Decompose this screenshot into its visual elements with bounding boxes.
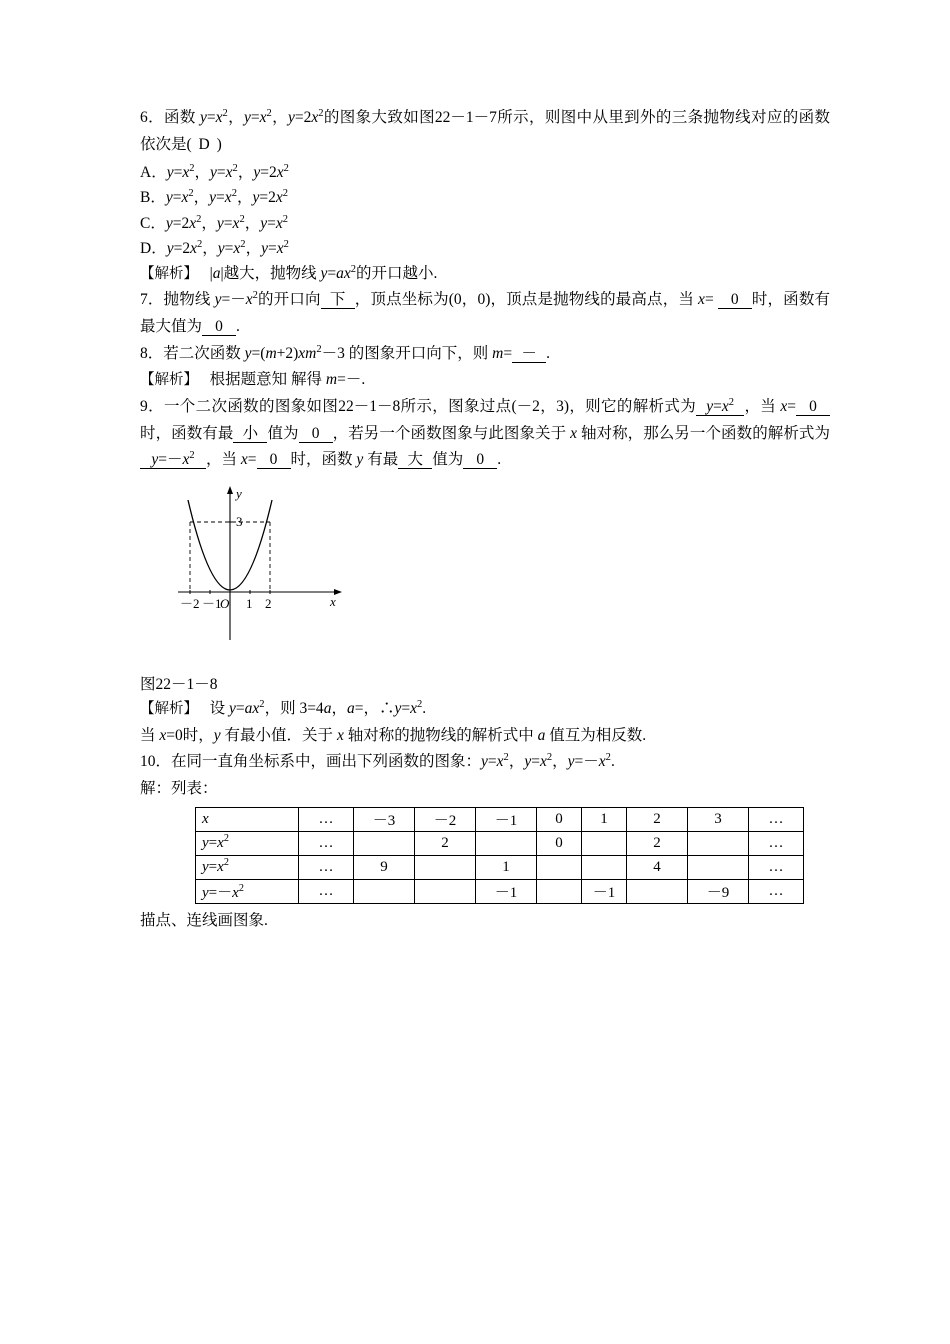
q9-blank-1[interactable]: $y=x^2$ — [696, 398, 744, 416]
cell[interactable] — [537, 879, 582, 903]
cell: … — [299, 807, 354, 831]
cell[interactable]: 4 — [627, 855, 688, 879]
cell: －3 — [354, 807, 415, 831]
cell: －2 — [415, 807, 476, 831]
row-label: x — [196, 807, 299, 831]
q9-t9: . — [497, 451, 502, 469]
q6-choices — [140, 160, 830, 260]
q8-period: . — [546, 344, 550, 362]
q9-t7: 时，函数 y 有最 — [290, 451, 399, 469]
q9-t8: 值为 — [432, 451, 464, 469]
q9-blank-8[interactable]: 0 — [463, 451, 497, 469]
analysis-label: 【解析】 — [140, 265, 198, 282]
cell[interactable]: －1 — [582, 879, 627, 903]
cell[interactable]: 2 — [415, 831, 476, 855]
cell: 2 — [627, 807, 688, 831]
q6-analysis-text: |a|越大，抛物线 $y=ax^2$的开口越小. — [201, 263, 438, 282]
q7-text1: 7．抛物线 $y=-x^2$的开口向 — [140, 290, 321, 309]
cell: 0 — [537, 807, 582, 831]
question-6 — [140, 105, 830, 158]
table-row — [196, 807, 804, 831]
q7-period: . — [236, 318, 240, 336]
q9-blank-5[interactable]: $y=-x^2$ — [140, 451, 206, 469]
cell[interactable] — [627, 879, 688, 903]
q9-analysis — [140, 696, 830, 723]
figure-22-1-8 — [160, 480, 830, 670]
row-label: $y=x^2$ — [196, 831, 299, 855]
q9-t6: ，当 x= — [206, 451, 257, 469]
q9-blank-2[interactable]: 0 — [796, 398, 830, 416]
q9-blank-3[interactable]: 小 — [233, 425, 267, 443]
q10-solution: 解：列表： — [140, 779, 218, 797]
q7-blank-2[interactable]: 0 — [718, 291, 752, 309]
x-tick-label-1: 1 — [246, 596, 253, 611]
x-axis-label: x — [330, 594, 336, 609]
cell[interactable]: 2 — [627, 831, 688, 855]
q8-analysis — [140, 367, 830, 394]
q8-text: 8．若二次函数 $y=(m+2)xm^2-3$ 的图象开口向下，则 m= — [140, 343, 513, 362]
q6-answer: D — [198, 135, 210, 153]
q6-analysis — [140, 261, 830, 288]
analysis-label: 【解析】 — [140, 372, 198, 389]
table-row — [196, 879, 804, 903]
q9-blank-4[interactable]: 0 — [299, 425, 333, 443]
cell[interactable]: 9 — [354, 855, 415, 879]
y-axis-label: y — [236, 486, 242, 501]
cell[interactable] — [415, 879, 476, 903]
x-tick-label-2: 2 — [265, 596, 272, 611]
cell[interactable] — [582, 831, 627, 855]
figure-caption: 图22－1－8 — [140, 676, 218, 693]
row-label: $y=x^2$ — [196, 855, 299, 879]
question-9 — [140, 394, 830, 474]
cell: … — [749, 831, 804, 855]
q9-analysis-line2-text: 当 x=0时，y 有最小值．关于 x 轴对称的抛物线的解析式中 a 值互为相反数. — [140, 726, 647, 744]
q7-blank-3[interactable]: 0 — [202, 318, 236, 336]
q9-t1: 9．一个二次函数的图象如图22－1－8所示，图象过点(－2，3)，则它的解析式为 — [140, 398, 697, 416]
parabola-graph — [160, 480, 440, 665]
row-label: $y=-x^2$ — [196, 879, 299, 903]
cell: … — [299, 879, 354, 903]
q9-t4: 值为 — [267, 424, 299, 442]
q7-text2: ，顶点坐标为(0，0)，顶点是抛物线的最高点，当 x= — [354, 291, 714, 309]
q9-blank-7[interactable]: 大 — [398, 451, 432, 469]
cell[interactable]: 1 — [476, 855, 537, 879]
cell[interactable] — [582, 855, 627, 879]
cell: 1 — [582, 807, 627, 831]
q7-text3: 时，函数有最大值为 — [140, 291, 830, 336]
question-8 — [140, 341, 830, 368]
table-row — [196, 831, 804, 855]
q10-tail: 描点、连线画图象. — [140, 911, 268, 929]
cell: －1 — [476, 807, 537, 831]
y-tick-label: 3 — [236, 514, 243, 529]
cell: 3 — [688, 807, 749, 831]
cell: … — [749, 807, 804, 831]
q9-t2: ，当 x= — [744, 398, 796, 416]
x-tick-label--2: －2 — [180, 596, 200, 611]
cell[interactable] — [688, 855, 749, 879]
cell: … — [749, 879, 804, 903]
cell[interactable]: －1 — [476, 879, 537, 903]
question-10 — [140, 749, 830, 776]
cell: … — [749, 855, 804, 879]
q6-choice-d[interactable]: D．$y=2x^2$，$y=x^2$，$y=x^2$ — [140, 238, 289, 257]
q9-analysis-line2 — [140, 723, 830, 750]
value-table — [195, 807, 804, 904]
analysis-label: 【解析】 — [140, 701, 198, 717]
cell[interactable]: －9 — [688, 879, 749, 903]
cell: … — [299, 831, 354, 855]
q6-stem: 6．函数 $y=x^2$，$y=x^2$，$y=2x^2$的图象大致如图22－1－7所示，则图中从里到外的三条抛物线对应的函数依次是( — [140, 107, 830, 153]
cell[interactable] — [354, 879, 415, 903]
cell[interactable] — [476, 831, 537, 855]
q6-choice-b[interactable]: B．$y=x^2$，$y=x^2$，$y=2x^2$ — [140, 188, 289, 207]
x-tick-label--1: －1 — [202, 596, 222, 611]
cell[interactable] — [415, 855, 476, 879]
q7-blank-1[interactable]: 下 — [321, 291, 355, 309]
value-table-body — [196, 807, 804, 903]
q6-choice-c[interactable]: C．$y=2x^2$，$y=x^2$，$y=x^2$ — [140, 213, 289, 232]
cell[interactable] — [537, 855, 582, 879]
q8-analysis-text: 根据题意知 解得 m=－. — [201, 371, 366, 389]
table-row — [196, 855, 804, 879]
q9-t5: ，若另一个函数图象与此图象关于 x 轴对称，那么另一个函数的解析式为 — [332, 424, 830, 442]
q10-text: 10．在同一直角坐标系中，画出下列函数的图象：$y=x^2$，$y=x^2$，$y=-x^2$. — [140, 752, 615, 771]
cell: … — [299, 855, 354, 879]
y-axis-arrow — [227, 486, 233, 494]
cell[interactable] — [354, 831, 415, 855]
question-7 — [140, 287, 830, 340]
q6-choice-a[interactable]: A．$y=x^2$，$y=x^2$，$y=2x^2$ — [140, 163, 289, 182]
q9-blank-6[interactable]: 0 — [257, 451, 291, 469]
q9-analysis-text: 设 $y=ax^2$，则 3=4a，a=，$\therefore y=x^2$. — [201, 698, 427, 717]
q9-t3: 时，函数有最 — [140, 424, 234, 442]
origin-label: O — [220, 596, 230, 611]
q8-blank[interactable]: － — [512, 345, 546, 363]
cell[interactable] — [688, 831, 749, 855]
q6-paren-close: ) — [216, 135, 222, 153]
cell[interactable]: 0 — [537, 831, 582, 855]
